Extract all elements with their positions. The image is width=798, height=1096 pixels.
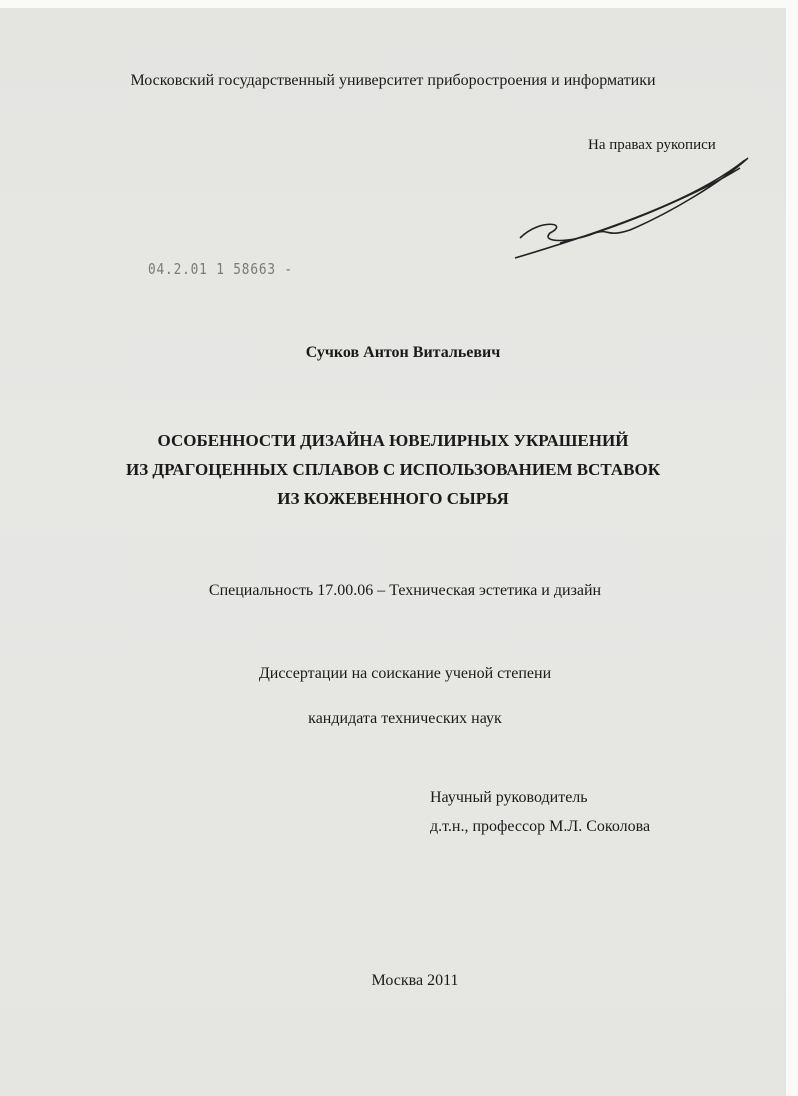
supervisor-name: д.т.н., профессор М.Л. Соколова [430, 818, 651, 835]
city-year: Москва 2011 [371, 972, 459, 989]
document-page [0, 8, 786, 1096]
degree-line-1: Диссертации на соискание ученой степени [258, 665, 552, 682]
title-line-3: ИЗ КОЖЕВЕННОГО СЫРЬЯ [277, 489, 509, 508]
degree-line-2: кандидата технических наук [308, 710, 502, 727]
supervisor-label: Научный руководитель [430, 789, 588, 806]
author-name: Сучков Антон Витальевич [305, 344, 501, 361]
title-line-1: ОСОБЕННОСТИ ДИЗАЙНА ЮВЕЛИРНЫХ УКРАШЕНИЙ [157, 431, 629, 450]
registration-stamp: 04.2.01 1 58663 - [148, 260, 293, 278]
university-name: Московский государственный университет приборостроения и информатики [130, 72, 656, 89]
title-line-2: ИЗ ДРАГОЦЕННЫХ СПЛАВОВ С ИСПОЛЬЗОВАНИЕМ ВСТАВОК [125, 460, 661, 479]
manuscript-note: На правах рукописи [588, 137, 716, 153]
specialty: Специальность 17.00.06 – Техническая эстетика и дизайн [208, 582, 602, 599]
signature [500, 148, 760, 268]
